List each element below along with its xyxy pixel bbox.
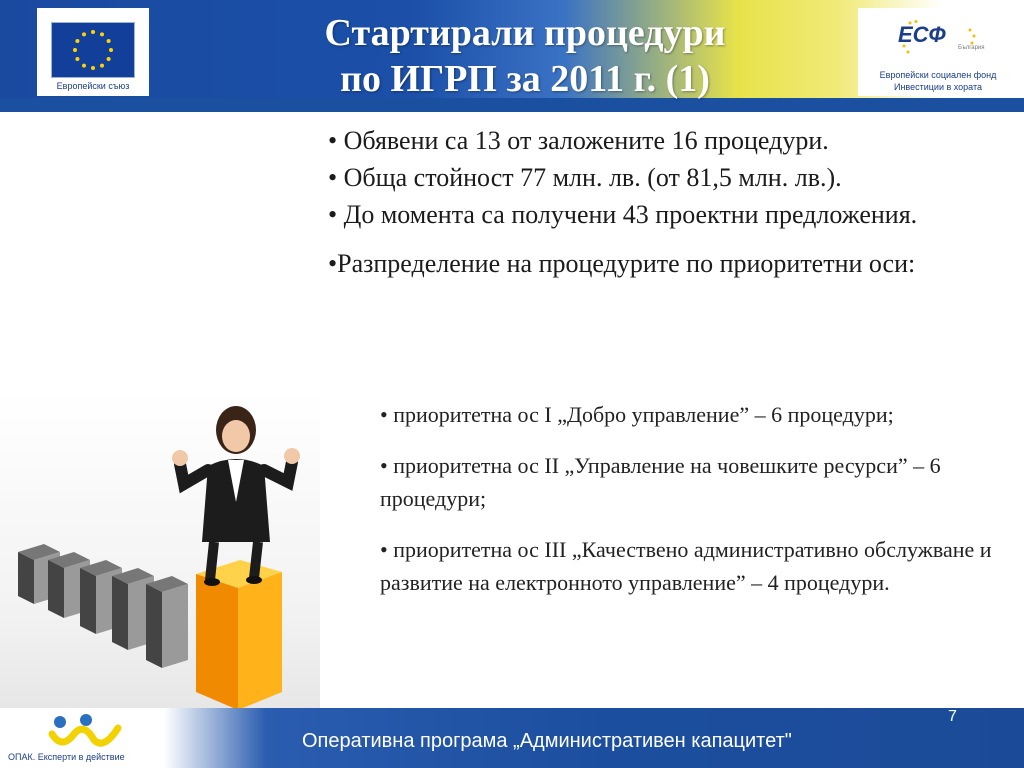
esf-logo [858, 8, 1018, 96]
bullet-item: • Обща стойност 77 млн. лв. (от 81,5 млн. лв.). [328, 163, 842, 192]
sub-bullet-item: • приоритетна ос III „Качествено административно обслужване и развитие на електронното управление” – 4 процедури. [380, 537, 992, 595]
esf-logo-text: ЕСФ [898, 22, 946, 47]
page-title [240, 10, 810, 102]
eu-caption: Европейски съюз [56, 81, 130, 91]
esf-caption-line-2: Инвестиции в хората [893, 82, 982, 92]
bullet-item: • Обявени са 13 от заложените 16 процедури. [328, 126, 829, 155]
woman-figure [172, 406, 300, 586]
esf-logo-sub: България [958, 45, 985, 51]
main-bullets [328, 122, 1012, 282]
title-line-1: Стартирали процедури [324, 12, 726, 54]
title-line-2: по ИГРП за 2011 г. (1) [340, 58, 710, 100]
esf-caption [858, 69, 1018, 93]
sub-bullets [380, 398, 1010, 617]
opak-logo-icon [48, 712, 128, 752]
bullet-item: • До момента са получени 43 проектни предложения. [328, 200, 918, 229]
illustration-woman-on-bars [0, 392, 320, 712]
page-number: 7 [948, 708, 957, 725]
bullet-item: •Разпределение на процедурите по приоритетни оси: [328, 249, 916, 278]
eu-logo [37, 8, 149, 96]
program-name: Оперативна програма „Административен капацитет" [302, 730, 792, 752]
sub-bullet-item: • приоритетна ос II „Управление на човешките ресурси” – 6 процедури; [380, 453, 941, 511]
opak-caption: ОПАК. Експерти в действие [8, 752, 125, 762]
sub-bullet-item: • приоритетна ос I „Добро управление” – 6 процедури; [380, 402, 894, 427]
eu-flag-icon [51, 22, 135, 78]
grey-bars [18, 544, 188, 668]
esf-caption-line-1: Европейски социален фонд [879, 70, 997, 80]
